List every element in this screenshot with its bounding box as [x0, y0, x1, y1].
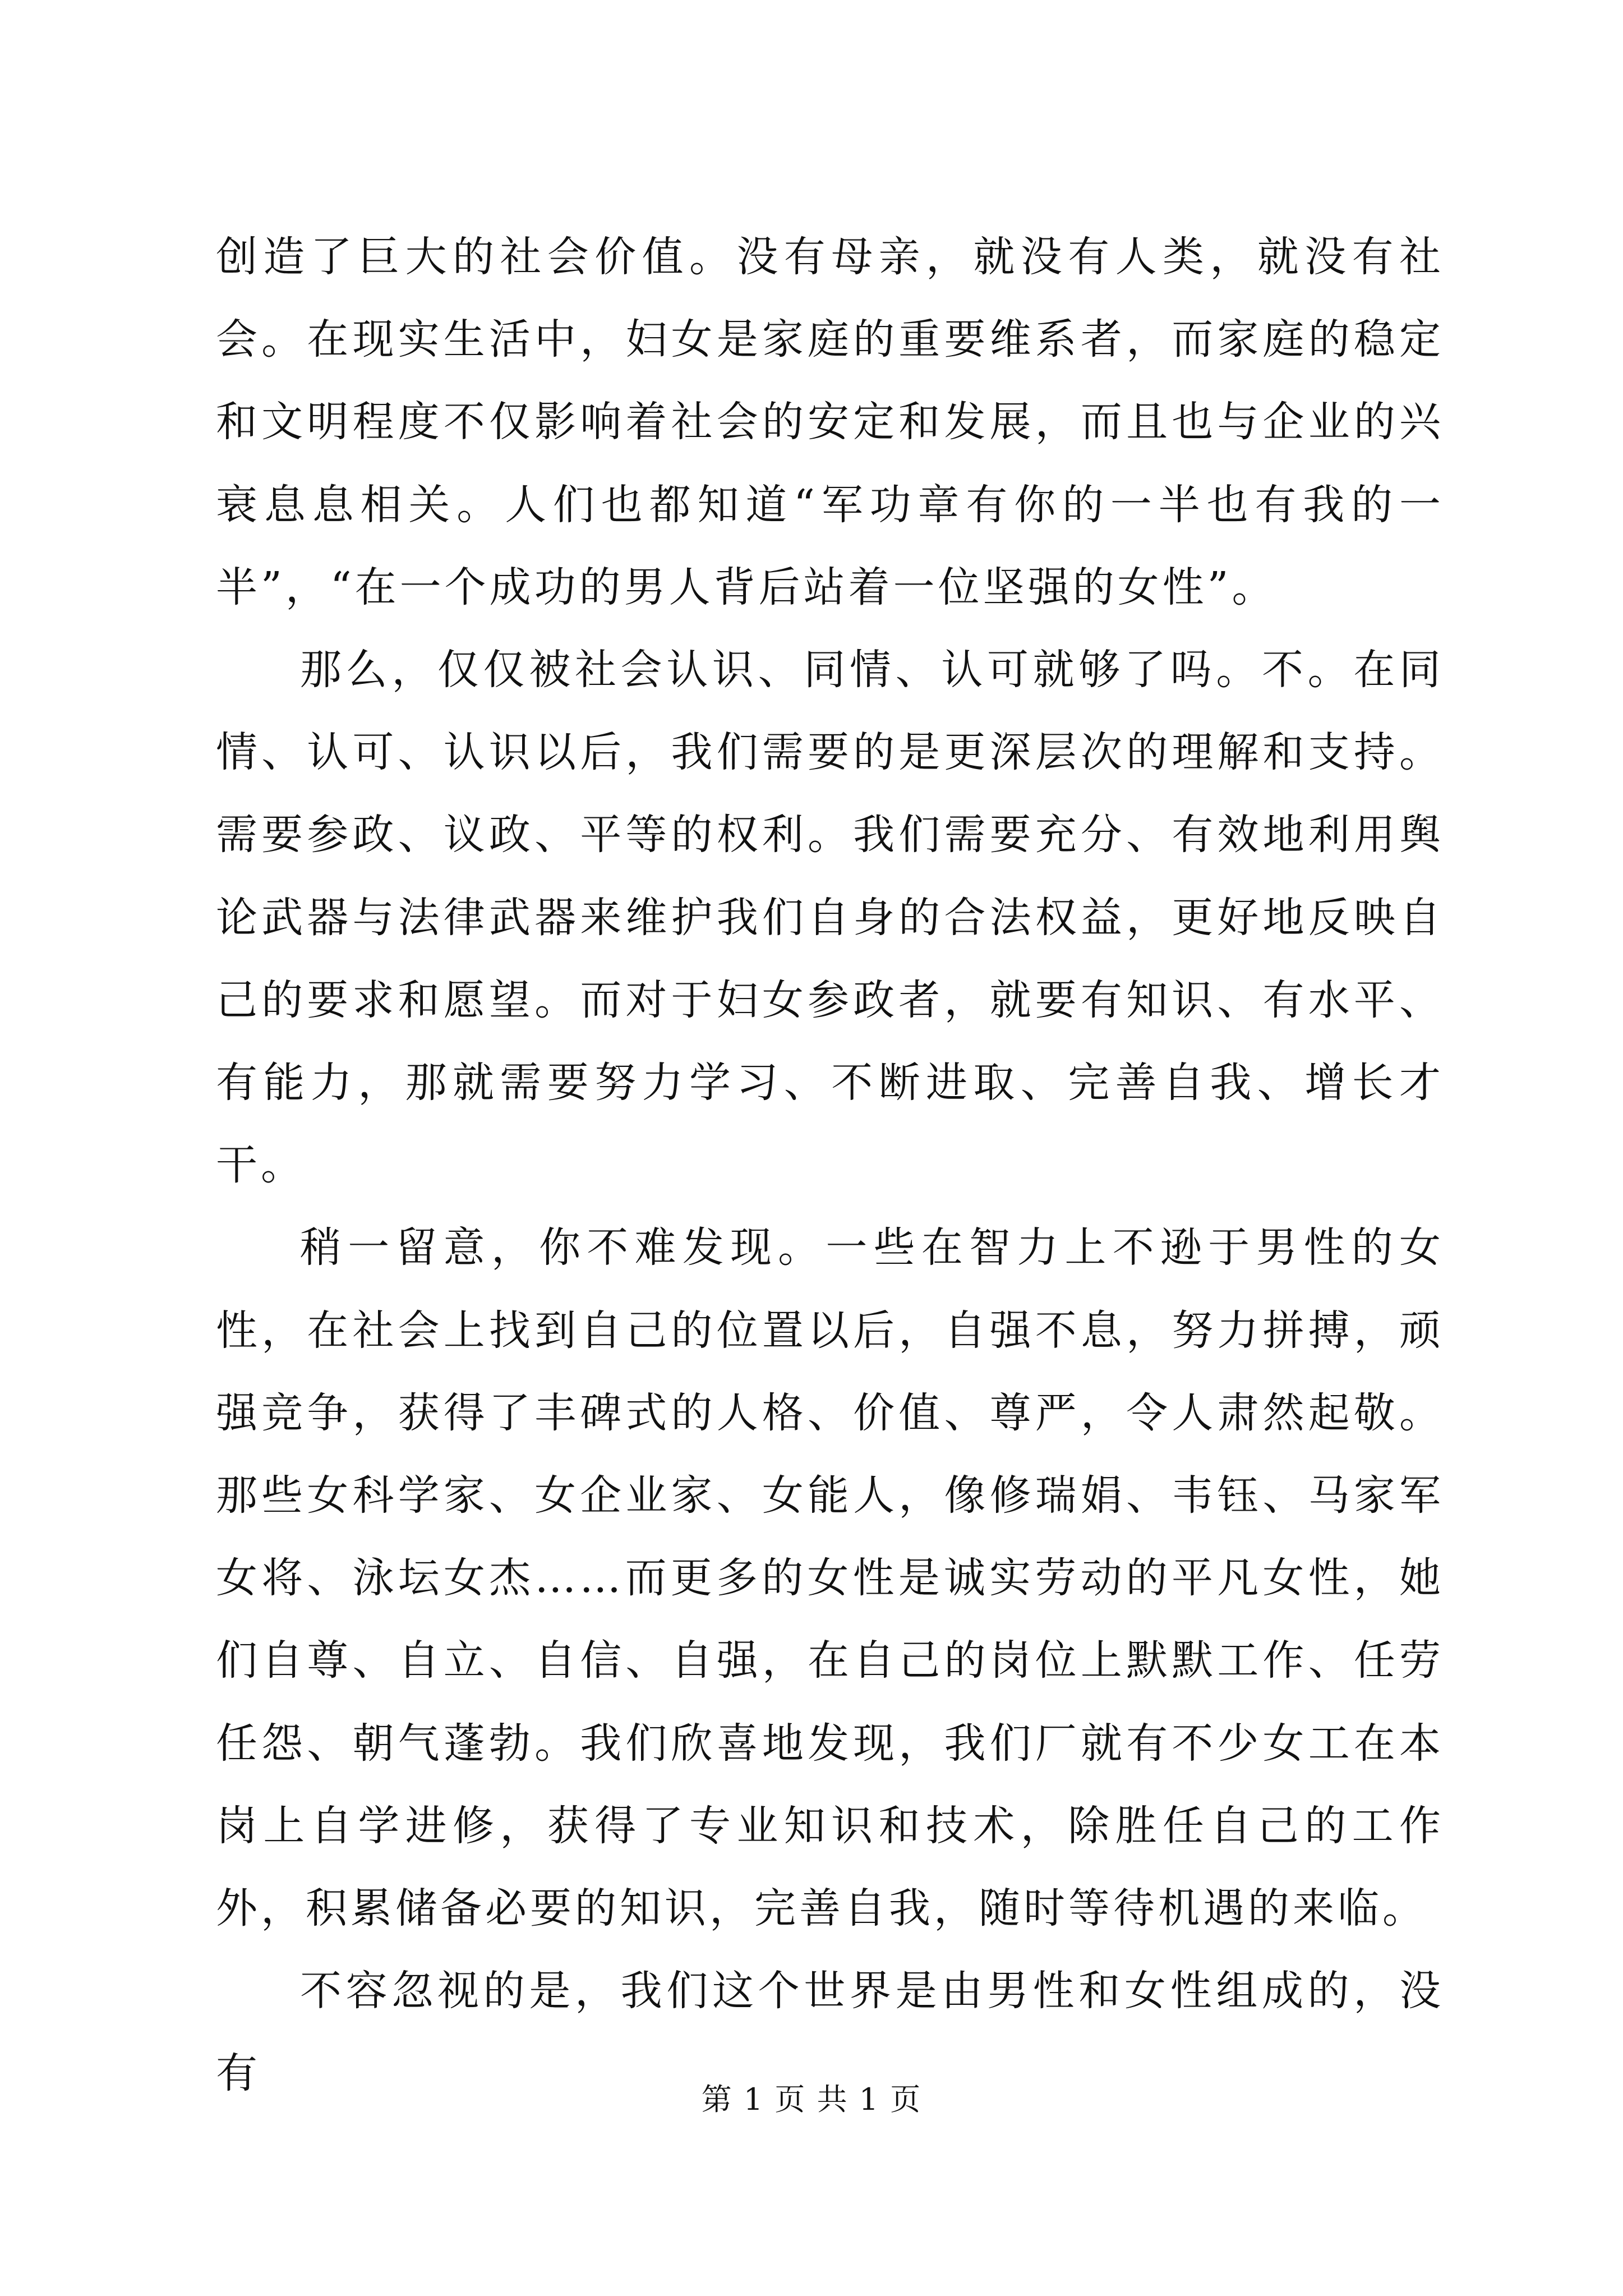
- page-footer: 第 1 页 共 1 页: [701, 2082, 922, 2117]
- paragraph-1: 创造了巨大的社会价值。没有母亲，就没有人类，就没有社会。在现实生活中，妇女是家庭的重要维系者，而家庭的稳定和文明程度不仅影响着社会的安定和发展，而且也与企业的兴衰息息相关。人们也都知道“军功章有你的一半也有我的一半”，“在一个成功的男人背后站着一位坚强的女性”。: [216, 233, 1444, 611]
- body-text: [216, 216, 1444, 2115]
- paragraph-3: 稍一留意，你不难发现。一些在智力上不逊于男性的女性，在社会上找到自己的位置以后，自强不息，努力拼搏，顽强竞争，获得了丰碑式的人格、价值、尊严，令人肃然起敬。那些女科学家、女企业家、女能人，像修瑞娟、韦钰、马家军女将、泳坛女杰……而更多的女性是诚实劳动的平凡女性，她们自尊、自立、自信、自强，在自己的岗位上默默工作、任劳任怨、朝气蓬勃。我们欣喜地发现，我们厂就有不少女工在本岗上自学进修，获得了专业知识和技术，除胜任自己的工作外，积累储备必要的知识，完善自我，随时等待机遇的来临。: [216, 1223, 1444, 1933]
- paragraph-4: 不容忽视的是，我们这个世界是由男性和女性组成的，没有: [216, 1967, 1444, 2098]
- paragraph-2: 那么，仅仅被社会认识、同情、认可就够了吗。不。在同情、认可、认识以后，我们需要的是更深层次的理解和支持。需要参政、议政、平等的权利。我们需要充分、有效地利用舆论武器与法律武器来维护我们自身的合法权益，更好地反映自己的要求和愿望。而对于妇女参政者，就要有知识、有水平、有能力，那就需要努力学习、不断进取、完善自我、增长才干。: [216, 646, 1444, 1190]
